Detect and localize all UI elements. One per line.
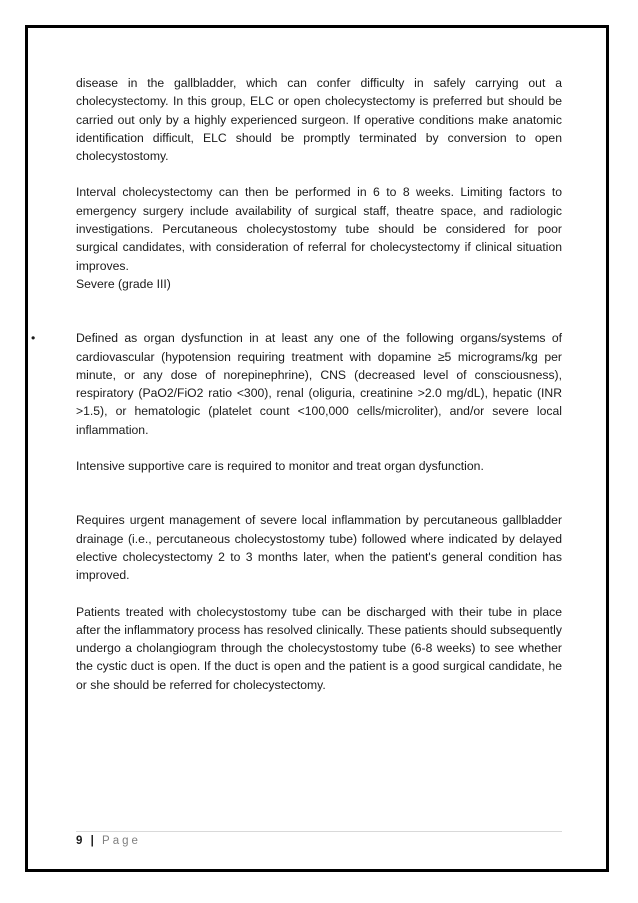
paragraph-cholecystostomy-tube: Patients treated with cholecystostomy tube can be discharged with their tube in place after the inflammatory process has resolved clinically. These patients should subsequently undergo a cholangiogram through the cholecystostomy tube (6-8 weeks) to see whether the cystic duct is open. If the duct is open and the patient is a good surgical candidate, he or she should be referred for cholecystectomy.: [76, 604, 562, 692]
paragraph-urgent-management: Requires urgent management of severe local inflammation by percutaneous gallbladder drainage (i.e., percutaneous cholecystostomy tube) followed where indicated by delayed elective cholecystectomy 2 to 3 months later, when the patient's general condition has improved.: [76, 513, 562, 583]
section-heading-severe: Severe (grade III): [76, 276, 171, 291]
footer-separator: |: [90, 835, 95, 847]
page-footer: [76, 835, 141, 847]
bullet-text-definition: Defined as organ dysfunction in at least any one of the following organs/systems of cardiovascular (hypotension requiring treatment with dopamine ≥5 micrograms/kg per minute, or any dose of norepinephrine), CNS (decreased level of consciousness), respiratory (PaO2/FiO2 ratio <300), renal (oliguria, creatinine >2.0 mg/dL), hepatic (INR >1.5), or hematologic (platelet count <100,000 cells/microliter), and/or severe local inflammation.: [76, 331, 562, 437]
bullet-icon: •: [31, 331, 36, 346]
paragraph-interval-cholecystectomy: Interval cholecystectomy can then be performed in 6 to 8 weeks. Limiting factors to emergency surgery include availability of surgical staff, theatre space, and radiologic investigations. Percutaneous cholecystostomy tube should be considered for poor surgical candidates, with consideration of referral for cholecystectomy if clinical situation improves.: [76, 185, 562, 273]
page-number: 9: [76, 835, 84, 847]
page-body: [31, 74, 562, 694]
page-label: Page: [102, 835, 141, 847]
paragraph-intensive-care: Intensive supportive care is required to monitor and treat organ dysfunction.: [76, 459, 484, 474]
paragraph-continuation: disease in the gallbladder, which can confer difficulty in safely carrying out a cholecystectomy. In this group, ELC or open cholecystectomy is preferred but should be carried out only by a highly experienced surgeon. If operative conditions make anatomic identification difficult, ELC should be promptly terminated by conversion to open cholecystostomy.: [76, 76, 562, 164]
bullet-item-definition: [31, 329, 562, 439]
footer-divider: [76, 831, 562, 832]
